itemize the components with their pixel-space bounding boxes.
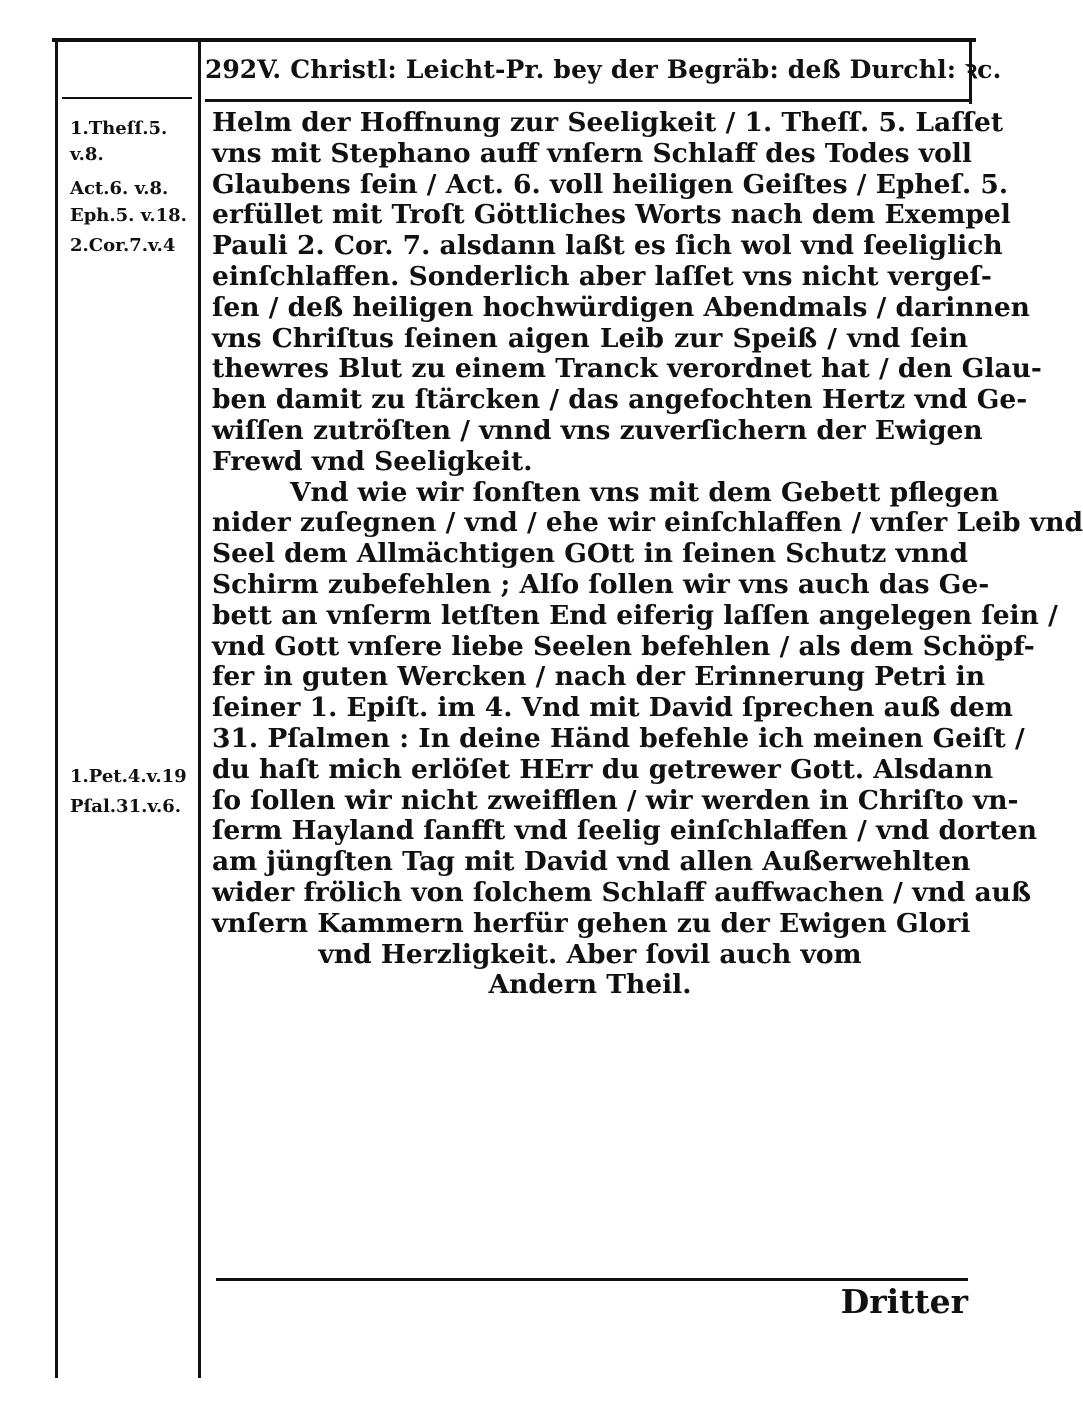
text-line: einſchlaffen. Sonderlich aber laſſet vns nicht vergeſ-: [212, 260, 992, 292]
margin-note: 1.Theſſ.5.: [70, 118, 168, 139]
column-divider-rule: [198, 38, 201, 1378]
text-line: ſo ſollen wir nicht zweifflen / wir werden in Chriſto vn-: [212, 784, 1019, 816]
text-line: 31. Pſalmen : In deine Händ befehle ich meinen Geiſt /: [212, 722, 1025, 754]
text-line: Glaubens ſein / Act. 6. voll heiligen Geiſtes / Epheſ. 5.: [212, 168, 1009, 200]
text-line: ſeiner 1. Epiſt. im 4. Vnd mit David ſprechen auß dem: [212, 692, 1013, 724]
text-line: am jüngſten Tag mit David vnd allen Außerwehlten: [212, 846, 971, 878]
text-line: ſerm Hayland ſanfft vnd ſeelig einſchlaffen / vnd dorten: [212, 815, 1038, 847]
header-rule: [205, 99, 970, 102]
margin-note: Eph.5. v.18.: [70, 204, 187, 226]
margin-header-rule: [62, 97, 192, 99]
text-line: Seel dem Allmächtigen GOtt in ſeinen Schutz vnnd: [212, 538, 969, 570]
text-line: wiſſen zutröſten / vnnd vns zuverſichern der Ewigen: [212, 414, 983, 446]
text-line: vnd Gott vnſere liebe Seelen befehlen / als dem Schöpf-: [212, 630, 1035, 662]
text-line: ſen / deß heiligen hochwürdigen Abendmals / darinnen: [212, 291, 1030, 323]
margin-note: Act.6. v.8.: [70, 178, 169, 200]
running-head: V. Christl: Leicht-Pr. bey der Begräb: deß Durchl: ꝛc.: [257, 55, 1002, 84]
text-line: Helm der Hoffnung zur Seeligkeit / 1. Theſſ. 5. Laſſet: [212, 107, 1004, 138]
text-line: vnd Herzligkeit. Aber ſovil auch vom: [318, 938, 862, 970]
text-line: vnſern Kammern herfür gehen zu der Ewigen Glori: [212, 907, 971, 939]
text-line: ben damit zu ſtärcken / das angefochten Hertz vnd Ge-: [212, 384, 1028, 416]
text-line: wider frölich von ſolchem Schlaff auffwachen / vnd auß: [212, 876, 1032, 908]
text-line: Frewd vnd Seeligkeit.: [212, 445, 533, 477]
bottom-rule: [216, 1278, 968, 1281]
text-line: Schirm zubefehlen ; Alſo ſollen wir vns auch das Ge-: [212, 568, 990, 600]
margin-note: v.8.: [70, 144, 104, 166]
text-line: thewres Blut zu einem Tranck verordnet hat / den Glau-: [212, 353, 1042, 385]
text-line: bett an vnſerm letſten End eiferig laſſen angelegen ſein /: [212, 599, 1058, 631]
text-line: Andern Theil.: [488, 969, 692, 1001]
catchword: Dritter: [840, 1282, 968, 1321]
page-header: [205, 52, 1002, 96]
body-text: [212, 107, 1083, 1001]
top-rule: [52, 38, 976, 42]
text-line: fer in guten Wercken / nach der Erinnerung Petri in: [212, 661, 985, 693]
margin-note: 1.Pet.4.v.19: [70, 765, 187, 787]
text-line: erfüllet mit Troſt Göttliches Worts nach dem Exempel: [212, 199, 1011, 231]
text-line: Vnd wie wir ſonſten vns mit dem Gebett pflegen: [290, 476, 999, 508]
text-line: nider zuſegnen / vnd / ehe wir einſchlaffen / vnſer Leib vnd: [212, 507, 1083, 539]
text-line: du haſt mich erlöſet HErr du getrewer Gott. Alsdann: [212, 753, 994, 785]
outer-left-rule: [55, 38, 58, 1378]
text-line: Pauli 2. Cor. 7. alsdann laßt es ſich wol vnd ſeeliglich: [212, 230, 1003, 262]
margin-note: Pſal.31.v.6.: [70, 796, 182, 818]
margin-note: 2.Cor.7.v.4: [70, 234, 176, 256]
text-line: vns Chriſtus ſeinen aigen Leib zur Speiß / vnd ſein: [212, 322, 968, 354]
page-number: 292: [205, 55, 258, 84]
text-line: vns mit Stephano auff vnſern Schlaff des Todes voll: [212, 137, 972, 169]
